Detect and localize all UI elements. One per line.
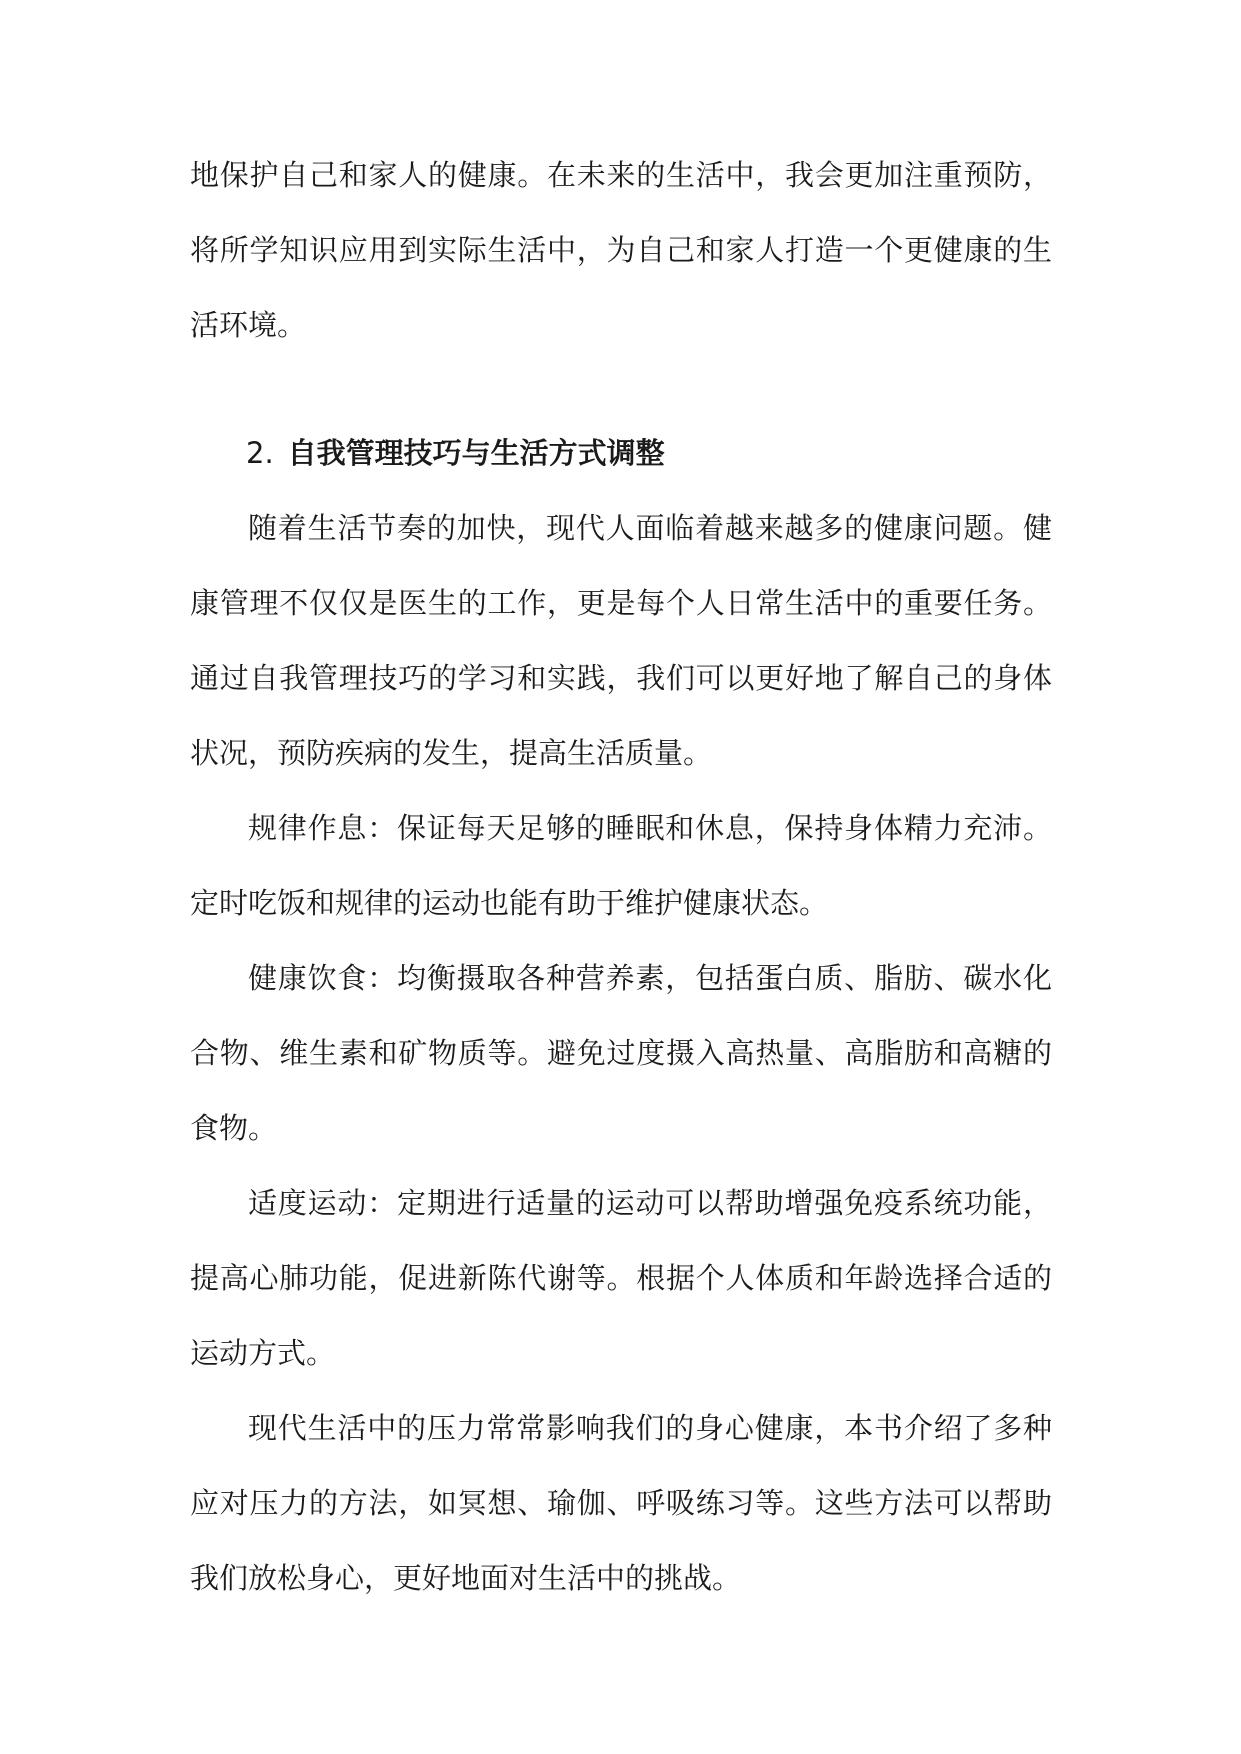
section-number: 2. <box>246 436 274 470</box>
body-paragraph: 随着生活节奏的加快，现代人面临着越来越多的健康问题。健康管理不仅仅是医生的工作，更是每个人日常生活中的重要任务。通过自我管理技巧的学习和实践，我们可以更好地了解自己的身体状况，预防疾病的发生，提高生活质量。 <box>190 511 1052 770</box>
section-gap <box>190 363 1052 416</box>
document-page <box>190 138 1052 1616</box>
intro-paragraph: 地保护自己和家人的健康。在未来的生活中，我会更加注重预防，将所学知识应用到实际生活中，为自己和家人打造一个更健康的生活环境。 <box>190 158 1052 342</box>
section-heading <box>190 416 1052 491</box>
body-paragraph: 现代生活中的压力常常影响我们的身心健康，本书介绍了多种应对压力的方法，如冥想、瑜伽、呼吸练习等。这些方法可以帮助我们放松身心，更好地面对生活中的挑战。 <box>190 1411 1052 1595</box>
body-paragraph: 适度运动：定期进行适量的运动可以帮助增强免疫系统功能，提高心肺功能，促进新陈代谢等。根据个人体质和年龄选择合适的运动方式。 <box>190 1186 1052 1370</box>
section-title: 自我管理技巧与生活方式调整 <box>287 436 665 470</box>
body-paragraph: 健康饮食：均衡摄取各种营养素，包括蛋白质、脂肪、碳水化合物、维生素和矿物质等。避免过度摄入高热量、高脂肪和高糖的食物。 <box>190 961 1052 1145</box>
body-paragraph: 规律作息：保证每天足够的睡眠和休息，保持身体精力充沛。定时吃饭和规律的运动也能有助于维护健康状态。 <box>190 811 1052 920</box>
